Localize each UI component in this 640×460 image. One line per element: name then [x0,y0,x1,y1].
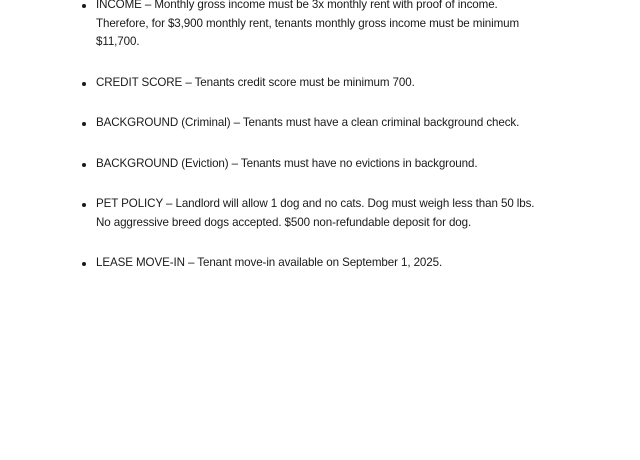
requirement-text: LEASE MOVE-IN – Tenant move-in available on September 1, 2025. [96,256,443,269]
requirements-list [78,0,538,295]
requirement-income [78,0,538,52]
bullet-icon [82,82,86,86]
bullet-icon [82,163,86,167]
requirement-text: PET POLICY – Landlord will allow 1 dog and no cats. Dog must weigh less than 50 lbs. No aggressive breed dogs accepted. $500 non-refundable deposit for dog. [96,197,535,229]
requirement-text: INCOME – Monthly gross income must be 3x monthly rent with proof of income. Therefore, for $3,900 monthly rent, tenants monthly gross income must be minimum $11,700. [96,0,520,48]
bullet-icon [82,122,86,126]
requirement-lease-move-in [78,254,538,273]
bullet-icon [82,262,86,266]
bullet-icon [82,203,86,207]
requirement-background-eviction [78,155,538,174]
requirement-credit-score [78,74,538,93]
requirement-text: CREDIT SCORE – Tenants credit score must be minimum 700. [96,75,415,89]
requirement-text: BACKGROUND (Criminal) – Tenants must have a clean criminal background check. [96,116,520,129]
bullet-icon [82,4,86,8]
requirement-background-criminal [78,114,538,133]
requirement-pet-policy [78,195,538,232]
requirement-text: BACKGROUND (Eviction) – Tenants must have no evictions in background. [96,156,478,170]
